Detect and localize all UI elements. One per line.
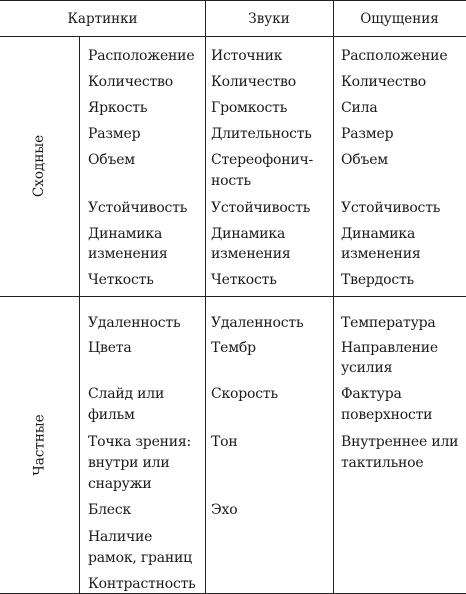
list-item: внутри или xyxy=(88,455,170,471)
header-pictures: Картинки xyxy=(67,11,138,27)
list-item: Объем xyxy=(341,152,388,168)
list-item: Наличие xyxy=(88,529,153,545)
list-item: Количество xyxy=(341,74,426,90)
list-item: Расположение xyxy=(341,48,448,64)
row-label-partial-text: Частные xyxy=(31,414,48,476)
row-label-similar-text: Сходные xyxy=(31,134,48,198)
list-item: Удаленность xyxy=(211,315,304,331)
list-item: Объем xyxy=(88,152,135,168)
list-item: Количество xyxy=(88,74,173,90)
list-item: изменения xyxy=(211,246,291,262)
list-item: Количество xyxy=(211,74,296,90)
row-label-similar xyxy=(0,36,79,296)
row-label-partial xyxy=(0,296,79,594)
list-item: Яркость xyxy=(88,100,148,116)
table-top-border xyxy=(0,0,466,1)
list-item: Громкость xyxy=(211,100,288,116)
list-item: Твердость xyxy=(341,272,414,288)
list-item: Тон xyxy=(211,434,238,450)
list-item: Источник xyxy=(211,48,283,64)
list-item: Температура xyxy=(341,315,436,331)
header-sensations: Ощущения xyxy=(360,11,439,27)
list-item: изменения xyxy=(88,246,168,262)
list-item: усилия xyxy=(341,360,393,376)
list-item: тактильное xyxy=(341,455,424,471)
list-item: Внутреннее или xyxy=(341,434,459,450)
list-item: рамок, границ xyxy=(88,550,192,566)
list-item: изменения xyxy=(341,246,421,262)
sounds-sensations-divider xyxy=(333,0,334,594)
list-item: Размер xyxy=(88,126,141,142)
list-item: Слайд или xyxy=(88,386,165,402)
list-item: Эхо xyxy=(211,502,238,518)
list-item: Размер xyxy=(341,126,394,142)
list-item: Устойчивость xyxy=(211,200,311,216)
list-item: Длительность xyxy=(211,126,312,142)
list-item: Динамика xyxy=(88,226,163,242)
header-sounds: Звуки xyxy=(248,11,290,27)
list-item: Стереофонич- xyxy=(211,152,314,168)
pictures-sounds-divider xyxy=(205,0,206,594)
list-item: Удаленность xyxy=(88,315,181,331)
list-item: Устойчивость xyxy=(341,200,441,216)
list-item: снаружи xyxy=(88,476,152,492)
label-column-divider xyxy=(79,36,80,594)
list-item: ность xyxy=(211,173,251,189)
list-item: Расположение xyxy=(88,48,195,64)
list-item: Фактура xyxy=(341,386,402,402)
list-item: Четкость xyxy=(88,272,154,288)
list-item: Устойчивость xyxy=(88,200,188,216)
list-item: Четкость xyxy=(211,272,277,288)
list-item: Динамика xyxy=(211,226,286,242)
list-item: Сила xyxy=(341,100,378,116)
list-item: Скорость xyxy=(211,386,278,402)
list-item: Тембр xyxy=(211,340,256,356)
list-item: Направление xyxy=(341,340,439,356)
list-item: фильм xyxy=(88,407,135,423)
list-item: поверхности xyxy=(341,407,433,423)
list-item: Точка зрения: xyxy=(88,434,192,450)
list-item: Динамика xyxy=(341,226,416,242)
list-item: Цвета xyxy=(88,340,132,356)
list-item: Контрастность xyxy=(88,576,196,592)
list-item: Блеск xyxy=(88,502,132,518)
